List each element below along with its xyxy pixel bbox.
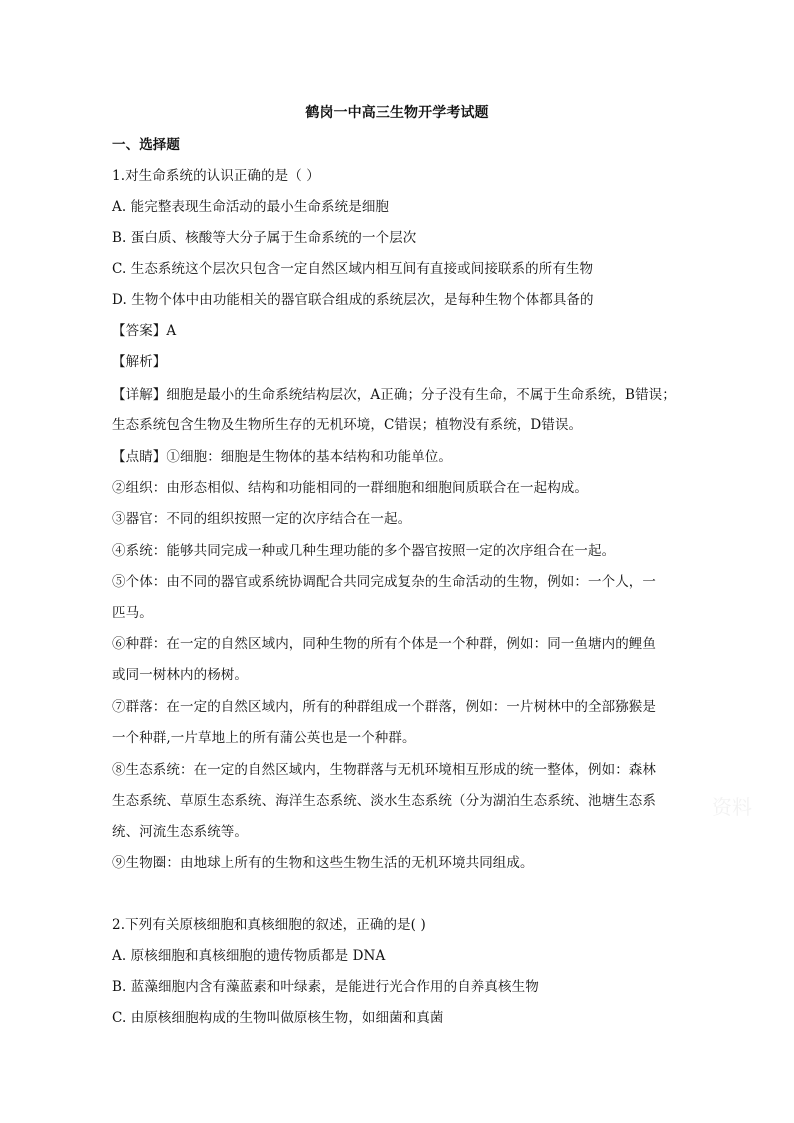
question-1-option-a: A. 能完整表现生命活动的最小生命系统是细胞 xyxy=(112,199,390,215)
question-1-option-c: C. 生态系统这个层次只包含一定自然区域内相互间有直接或间接联系的所有生物 xyxy=(112,261,594,277)
question-1-detail-line-1: 【详解】细胞是最小的生命系统结构层次，A正确；分子没有生命，不属于生命系统，B错误； xyxy=(112,387,676,403)
question-1-tip-line: ②组织：由形态相似、结构和功能相同的一群细胞和细胞间质联合在一起构成。 xyxy=(112,480,588,496)
question-1-tip-line: ⑤个体：由不同的器官或系统协调配合共同完成复杂的生命活动的生物，例如：一个人，一 xyxy=(112,574,656,590)
question-2-stem: 2.下列有关原核细胞和真核细胞的叙述，正确的是( ) xyxy=(112,917,426,933)
watermark: 资料 xyxy=(712,795,752,819)
question-1-tip-line: 匹马。 xyxy=(112,605,153,621)
question-1-analysis-heading: 【解析】 xyxy=(112,354,167,370)
question-1-tip-line: ⑨生物圈：由地球上所有的生物和这些生物生活的无机环境共同组成。 xyxy=(112,855,534,871)
question-2-option-a: A. 原核细胞和真核细胞的遗传物质都是 DNA xyxy=(112,948,386,964)
question-1-option-b: B. 蛋白质、核酸等大分子属于生命系统的一个层次 xyxy=(112,230,417,246)
question-1-tip-line: 【点睛】①细胞：细胞是生物体的基本结构和功能单位。 xyxy=(112,449,452,465)
question-1-tip-line: 统、河流生态系统等。 xyxy=(112,824,248,840)
question-1-tip-line: ⑧生态系统：在一定的自然区域内，生物群落与无机环境相互形成的统一整体，例如：森林 xyxy=(112,762,656,778)
page-title: 鹤岗一中高三生物开学考试题 xyxy=(305,105,489,121)
question-1-tip-line: 或同一树林内的杨树。 xyxy=(112,667,248,683)
question-1-tip-line: ④系统：能够共同完成一种或几种生理功能的多个器官按照一定的次序组合在一起。 xyxy=(112,543,616,559)
question-1-tip-line: ⑥种群：在一定的自然区域内，同种生物的所有个体是一个种群，例如：同一鱼塘内的鲤鱼 xyxy=(112,636,656,652)
question-1-tip-line: ⑦群落：在一定的自然区域内，所有的种群组成一个群落，例如：一片树林中的全部猕猴是 xyxy=(112,699,656,715)
section-heading: 一、选择题 xyxy=(112,137,180,153)
question-1-option-d: D. 生物个体中由功能相关的器官联合组成的系统层次，是每种生物个体都具备的 xyxy=(112,292,594,308)
question-1-detail-line-2: 生态系统包含生物及生物所生存的无机环境，C错误；植物没有系统，D错误。 xyxy=(112,417,583,433)
question-1-tip-line: 一个种群,一片草地上的所有蒲公英也是一个种群。 xyxy=(112,730,416,746)
question-2-option-b: B. 蓝藻细胞内含有藻蓝素和叶绿素，是能进行光合作用的自养真核生物 xyxy=(112,979,539,995)
question-1-stem: 1.对生命系统的认识正确的是（ ） xyxy=(112,168,320,184)
question-2-option-c: C. 由原核细胞构成的生物叫做原核生物，如细菌和真菌 xyxy=(112,1010,444,1026)
question-1-tip-line: 生态系统、草原生态系统、海洋生态系统、淡水生态系统（分为湖泊生态系统、池塘生态系 xyxy=(112,793,656,809)
question-1-tip-line: ③器官：不同的组织按照一定的次序结合在一起。 xyxy=(112,511,412,527)
question-1-answer: 【答案】A xyxy=(112,323,177,339)
